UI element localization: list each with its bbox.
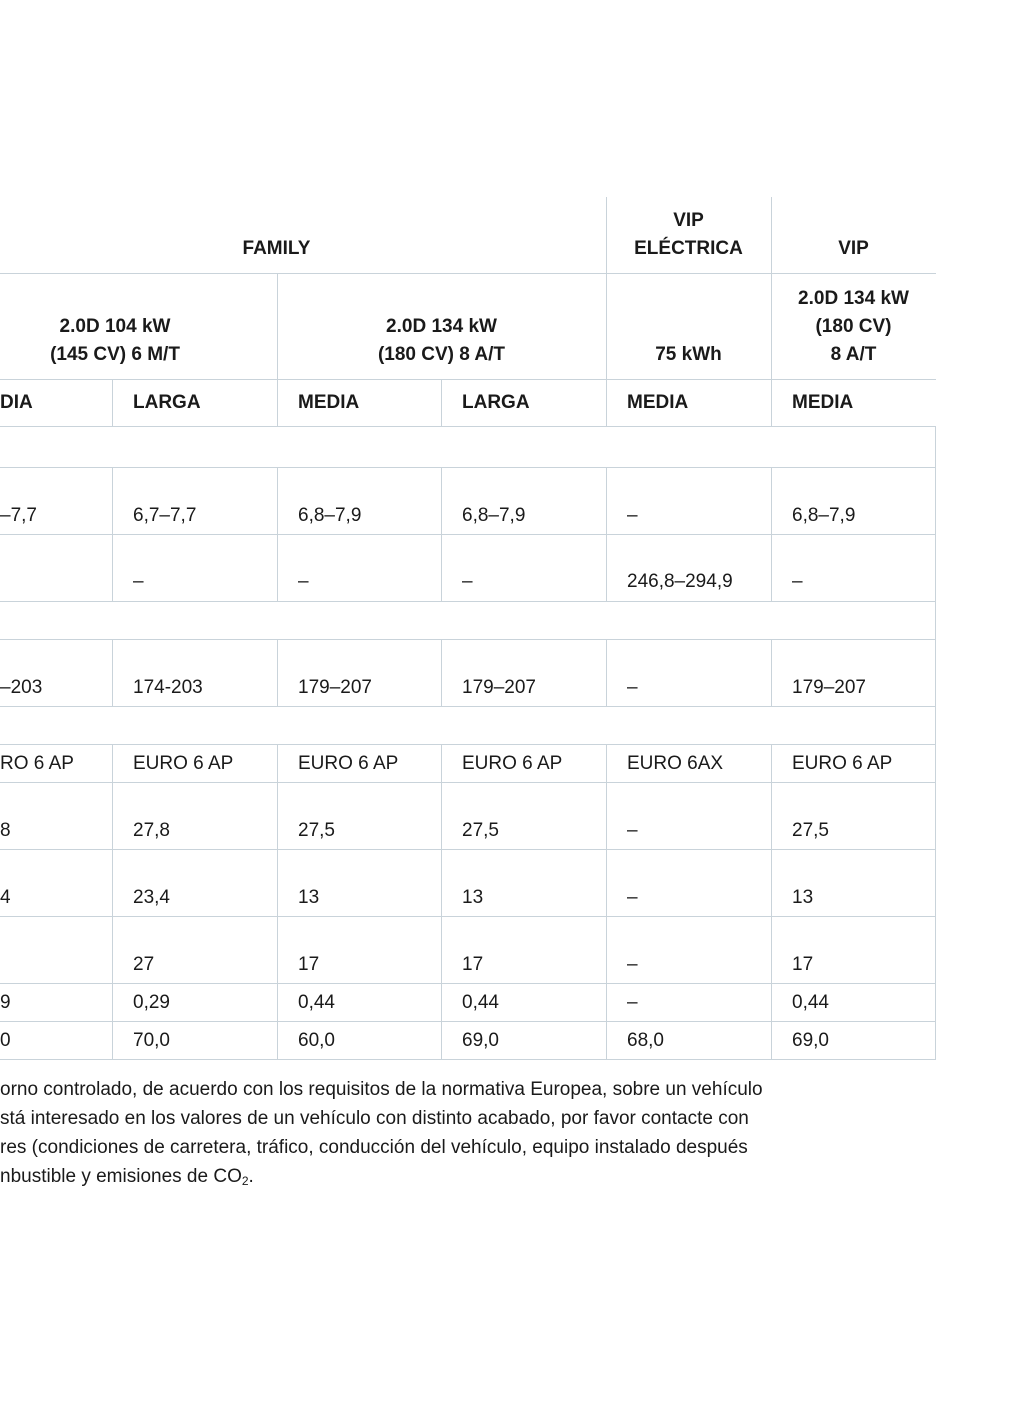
grid-line xyxy=(0,983,936,984)
table-cell: – xyxy=(627,954,638,975)
engine-header xyxy=(277,274,606,379)
length-header: MEDIA xyxy=(792,392,854,413)
grid-line xyxy=(0,916,936,917)
group-header-vip xyxy=(771,197,936,273)
footnote-subscript: 2 xyxy=(241,1174,249,1188)
engine-label: 2.0D 134 kW xyxy=(386,316,497,337)
table-cell: 27,5 xyxy=(298,820,335,841)
table-cell: 69,0 xyxy=(792,1030,829,1051)
table-cell: – xyxy=(462,571,473,592)
engine-label: 2.0D 134 kW xyxy=(798,288,909,309)
length-header: DIA xyxy=(0,392,33,413)
footnote-line: res (condiciones de carretera, tráfico, conducción del vehículo, equipo instalado después xyxy=(0,1137,748,1158)
table-cell: 0,44 xyxy=(298,992,335,1013)
engine-header xyxy=(771,274,936,379)
footnote xyxy=(0,1075,1000,1196)
table-cell: – xyxy=(627,887,638,908)
table-cell: 60,0 xyxy=(298,1030,335,1051)
table-cell: 179–207 xyxy=(298,677,372,698)
footnote-line: stá interesado en los valores de un vehículo con distinto acabado, por favor contacte con xyxy=(0,1108,749,1129)
grid-line xyxy=(0,639,936,640)
grid-line xyxy=(0,782,936,783)
engine-header xyxy=(606,274,771,379)
table-cell: 27,5 xyxy=(792,820,829,841)
table-cell: 17 xyxy=(462,954,484,975)
grid-line xyxy=(0,601,936,602)
table-cell: 27,8 xyxy=(133,820,170,841)
grid-line xyxy=(0,1059,936,1060)
grid-line xyxy=(0,849,936,850)
engine-header xyxy=(0,274,230,379)
table-cell: 69,0 xyxy=(462,1030,499,1051)
table-cell: 8 xyxy=(0,820,11,841)
engine-label: 8 A/T xyxy=(830,344,877,365)
footnote-line: orno controlado, de acuerdo con los requisitos de la normativa Europea, sobre un vehículo xyxy=(0,1079,763,1100)
table-cell: 6,7–7,7 xyxy=(133,505,197,526)
group-header-label: VIP xyxy=(838,238,869,259)
table-cell: – xyxy=(792,571,803,592)
group-header-label: VIP xyxy=(673,210,704,231)
table-cell: 179–207 xyxy=(792,677,866,698)
engine-label: (180 CV) xyxy=(815,316,892,337)
table-cell: 0 xyxy=(0,1030,11,1051)
table-cell: 246,8–294,9 xyxy=(627,571,733,592)
table-cell: 27 xyxy=(133,954,155,975)
footnote-text: . xyxy=(248,1166,254,1187)
table-cell: EURO 6 AP xyxy=(792,753,893,774)
group-header-label: FAMILY xyxy=(242,238,311,259)
group-header-label: ELÉCTRICA xyxy=(634,238,743,259)
table-cell: RO 6 AP xyxy=(0,753,74,774)
table-cell: 0,29 xyxy=(133,992,170,1013)
table-cell: 13 xyxy=(298,887,320,908)
table-cell: 4 xyxy=(0,887,11,908)
length-header: LARGA xyxy=(133,392,201,413)
table-cell: – xyxy=(627,820,638,841)
table-cell: 17 xyxy=(298,954,320,975)
engine-label: (145 CV) 6 M/T xyxy=(50,344,180,365)
table-cell: EURO 6 AP xyxy=(298,753,399,774)
engine-label: 2.0D 104 kW xyxy=(59,316,171,337)
grid-line xyxy=(0,744,936,745)
table-cell: –203 xyxy=(0,677,43,698)
table-cell: EURO 6 AP xyxy=(462,753,563,774)
table-cell: – xyxy=(627,505,638,526)
table-cell: – xyxy=(627,677,638,698)
grid-line xyxy=(0,467,936,468)
grid-line xyxy=(0,534,936,535)
table-cell: – xyxy=(627,992,638,1013)
table-cell: 68,0 xyxy=(627,1030,664,1051)
group-header-family xyxy=(0,197,553,273)
table-cell: 6,8–7,9 xyxy=(298,505,362,526)
table-cell: 23,4 xyxy=(133,887,170,908)
length-header: LARGA xyxy=(462,392,530,413)
engine-label: 75 kWh xyxy=(655,344,722,365)
table-cell: 17 xyxy=(792,954,814,975)
table-cell: EURO 6 AP xyxy=(133,753,234,774)
table-cell: 174-203 xyxy=(133,677,203,698)
table-cell: 9 xyxy=(0,992,11,1013)
grid-line xyxy=(0,1021,936,1022)
engine-label: (180 CV) 8 A/T xyxy=(377,344,506,365)
group-header-vip-electrica xyxy=(606,197,771,273)
table-cell: 27,5 xyxy=(462,820,499,841)
table-cell: 13 xyxy=(462,887,484,908)
table-cell: 13 xyxy=(792,887,814,908)
footnote-line xyxy=(0,1162,1000,1196)
length-header: MEDIA xyxy=(298,392,360,413)
table-cell: 70,0 xyxy=(133,1030,170,1051)
table-cell: 0,44 xyxy=(792,992,829,1013)
table-cell: EURO 6AX xyxy=(627,753,724,774)
table-cell: –7,7 xyxy=(0,505,37,526)
grid-line xyxy=(0,426,936,427)
table-cell: 6,8–7,9 xyxy=(462,505,526,526)
table-cell: 0,44 xyxy=(462,992,499,1013)
table-cell: 179–207 xyxy=(462,677,536,698)
table-cell: – xyxy=(133,571,144,592)
grid-line xyxy=(0,706,936,707)
table-cell: – xyxy=(298,571,309,592)
footnote-text: nbustible y emisiones de CO xyxy=(0,1166,242,1187)
table-cell: 6,8–7,9 xyxy=(792,505,856,526)
length-header: MEDIA xyxy=(627,392,689,413)
